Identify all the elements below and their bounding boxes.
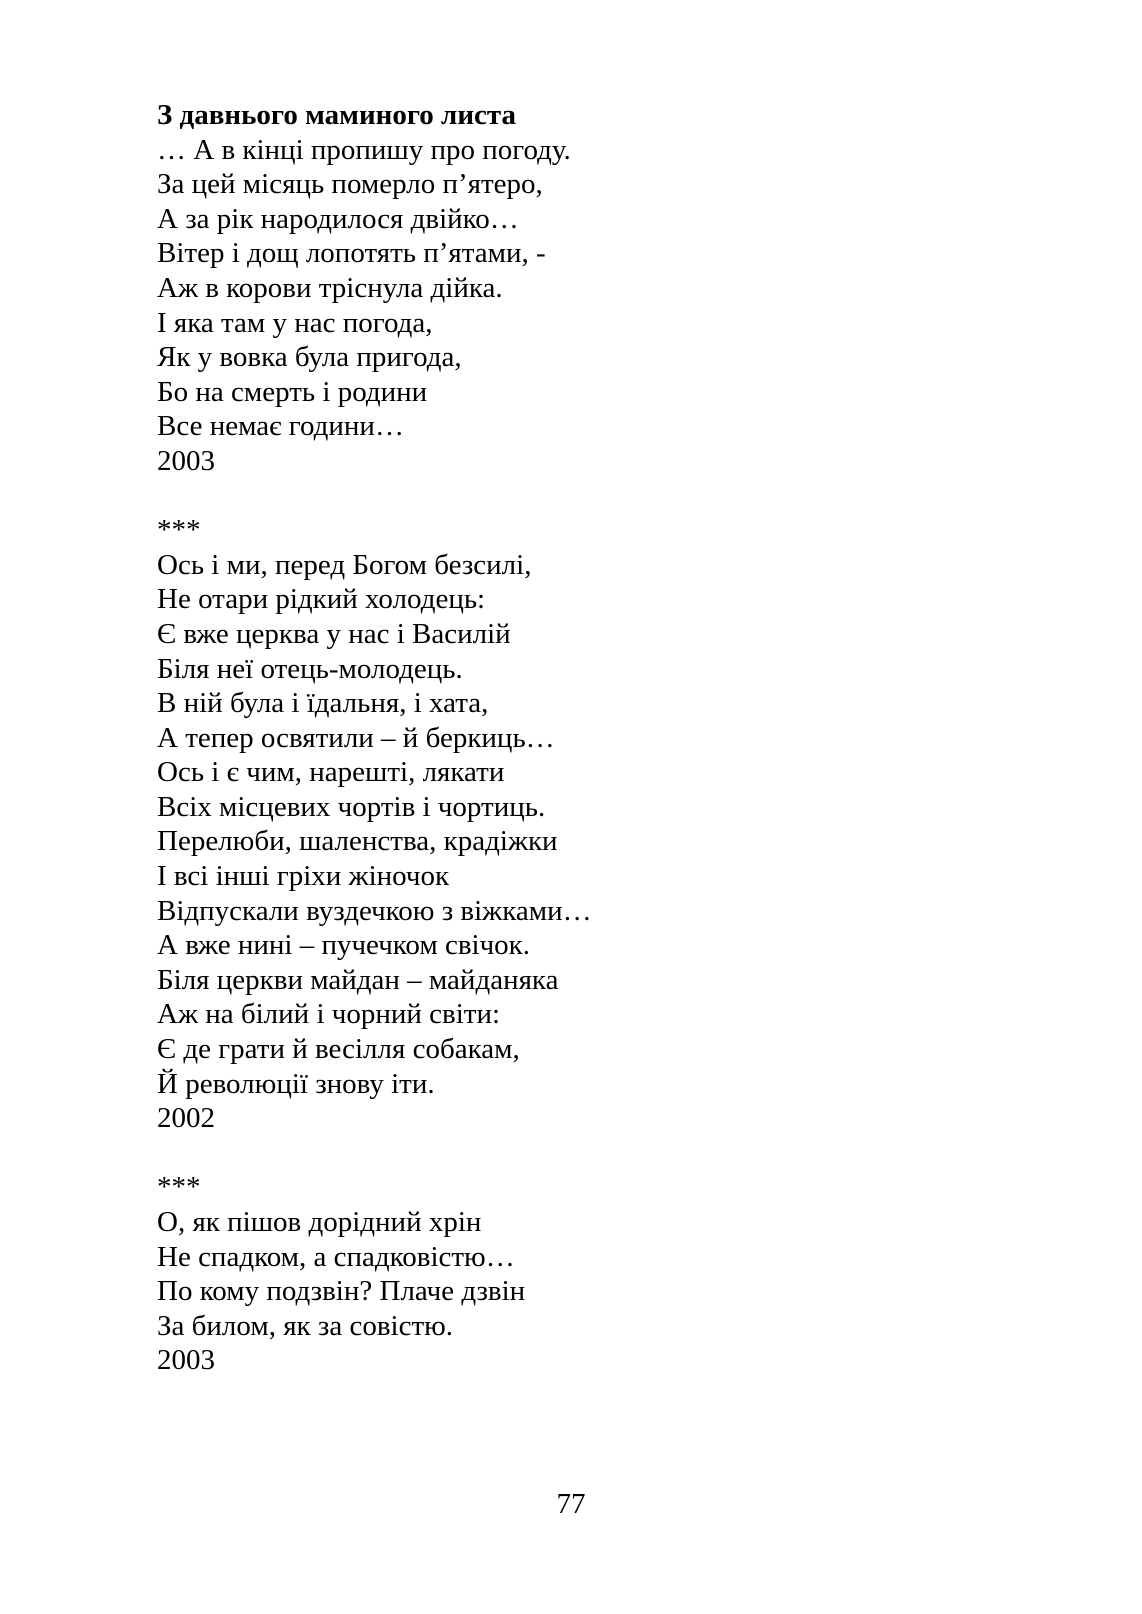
poem-line: Й революції знову іти. xyxy=(157,1067,435,1100)
poem-line: Ось і ми, перед Богом безсилі, xyxy=(157,548,532,581)
stanza-gap xyxy=(157,479,1057,514)
poem xyxy=(157,1170,1057,1378)
poem-year: 2002 xyxy=(157,1102,215,1135)
poem-line: Все немає години… xyxy=(157,410,404,443)
poem-line: Не отари рідкий холодець: xyxy=(157,583,486,616)
poem-line: За билом, як за совістю. xyxy=(157,1309,454,1342)
poem-separator: *** xyxy=(157,1171,201,1204)
poem-year: 2003 xyxy=(157,444,215,477)
poem-line: О, як пішов дорідний хрін xyxy=(157,1206,482,1238)
poem-year: 2003 xyxy=(157,1344,215,1377)
poem-line: Ось і є чим, нарешті, лякати xyxy=(157,756,505,789)
poem-line: Аж на білий і чорний світи: xyxy=(157,998,501,1031)
poem xyxy=(157,98,1057,479)
poem-line: Є де грати й весілля собакам, xyxy=(157,1033,520,1066)
poem-line: Як у вовка була пригода, xyxy=(157,341,462,374)
poem-line: … А в кінці пропишу про погоду. xyxy=(157,133,571,166)
poem-title: З давнього маминого листа xyxy=(157,99,517,131)
poem-line: І яка там у нас погода, xyxy=(157,306,433,339)
poem xyxy=(157,513,1057,1136)
poem-line: Відпускали вуздечкою з віжками… xyxy=(157,894,592,927)
poem-line: Перелюби, шаленства, крадіжки xyxy=(157,825,558,858)
poem-line: Бо на смерть і родини xyxy=(157,375,428,408)
poem-line: Є вже церква у нас і Василій xyxy=(157,617,511,650)
page-number: 77 xyxy=(556,1488,586,1520)
poem-line: А вже нині – пучечком свічок. xyxy=(157,929,530,962)
poem-line: А тепер освятили – й беркиць… xyxy=(157,721,555,754)
poem-line: За цей місяць померло п’ятеро, xyxy=(157,168,543,201)
poem-line: Аж в корови тріснула дійка. xyxy=(157,271,503,304)
poem-line: По кому подзвін? Плаче дзвін xyxy=(157,1275,526,1308)
poem-line: І всі інші гріхи жіночок xyxy=(157,860,450,893)
poem-line: Всіх місцевих чортів і чортиць. xyxy=(157,790,546,823)
poem-line: Не спадком, а спадковістю… xyxy=(157,1240,515,1273)
stanza-gap xyxy=(157,1136,1057,1171)
poem-line: Біля церкви майдан – майданяка xyxy=(157,963,559,996)
poem-line: Вітер і дощ лопотять п’ятами, - xyxy=(157,237,546,270)
poem-line: А за рік народилося двійко… xyxy=(157,202,519,235)
poem-separator: *** xyxy=(157,514,201,547)
poem-line: В ній була і їдальня, і хата, xyxy=(157,687,489,720)
poem-line: Біля неї отець-молодець. xyxy=(157,652,463,685)
poems-content xyxy=(157,98,1057,1378)
